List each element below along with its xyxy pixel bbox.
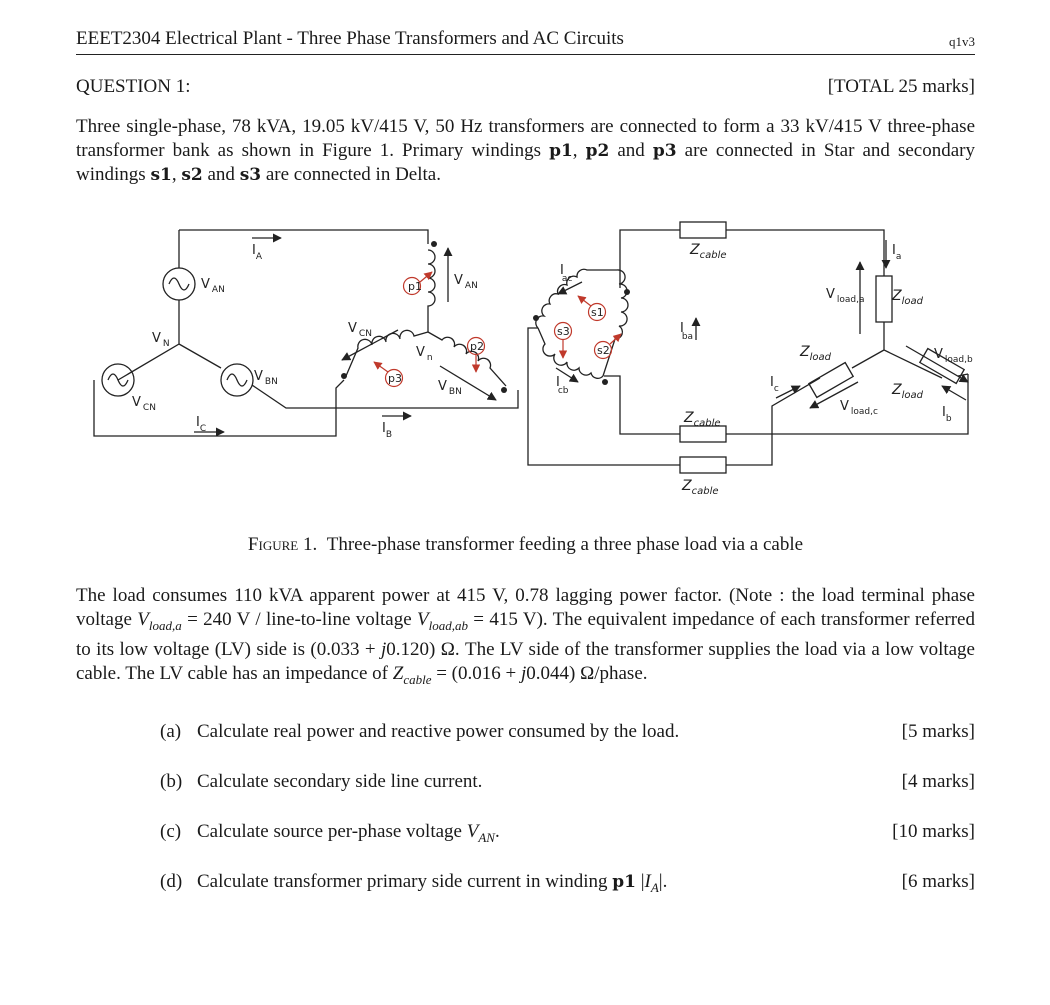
var-sub: A bbox=[650, 879, 659, 895]
part-text: Calculate secondary side line current. bbox=[197, 771, 483, 792]
part-c bbox=[160, 821, 975, 847]
svg-text:VCN: V $_{CN}$ bbox=[348, 321, 372, 339]
header-title: EEET2304 Electrical Plant - Three Phase Transformers and AC Circuits bbox=[76, 28, 624, 49]
polarity-dot bbox=[341, 373, 347, 379]
question-heading bbox=[76, 76, 975, 98]
intro-text: and bbox=[609, 140, 653, 161]
svg-text:Vload,a: V $_{load,a}$ bbox=[826, 287, 865, 305]
svg-text:Icb: I cb bbox=[556, 375, 569, 396]
load-star-wiring bbox=[852, 322, 942, 378]
svg-text:Ib: $I_b$ bbox=[942, 405, 952, 424]
polarity-dot bbox=[431, 241, 437, 247]
polarity-dot bbox=[602, 379, 608, 385]
intro-text: , bbox=[572, 140, 586, 161]
label-s3: s3 bbox=[557, 325, 570, 338]
header-version: q1v3 bbox=[949, 34, 975, 49]
intro-text: Three single-phase, 78 kVA, 19.05 kV/415 V, 50 Hz transformers are connected to form a 33 kV/415 V three-phase transformer bank as shown in Figure 1. Primary windings bbox=[76, 116, 975, 161]
load-text: The load consumes 110 kVA apparent power at 415 V, 0.78 lagging power factor. (Note : the load terminal phase voltage bbox=[76, 585, 975, 630]
polarity-dot bbox=[624, 289, 630, 295]
part-a bbox=[160, 721, 975, 747]
circuit-diagram bbox=[76, 210, 975, 510]
cable-impedance-a bbox=[680, 222, 726, 238]
label-s1: s1 bbox=[591, 306, 604, 319]
question-total-marks: [TOTAL 25 marks] bbox=[827, 76, 975, 97]
sine-vbn bbox=[227, 374, 247, 386]
arrow-Ib bbox=[942, 386, 966, 400]
svg-text:IC: $I_C$ bbox=[196, 415, 207, 434]
load-impedance-a bbox=[876, 276, 892, 322]
svg-text:Zload: $Z_{load}$ bbox=[800, 344, 831, 363]
intro-text: are connected in Delta. bbox=[261, 164, 441, 185]
load-text: = (0.016 + bbox=[431, 662, 521, 684]
load-text: 0.044) Ω/phase. bbox=[526, 662, 648, 684]
load-text: = 240 V / line-to-line voltage bbox=[181, 609, 417, 630]
intro-paragraph bbox=[76, 115, 975, 187]
svg-text:Vload,c: V $_{load,c}$ bbox=[840, 399, 878, 417]
intro-p2: p2 bbox=[585, 141, 610, 161]
part-marks: [10 marks] bbox=[892, 821, 975, 842]
intro-s2: s2 bbox=[181, 165, 203, 185]
intro-text: are connected in Star and secondary windings bbox=[76, 140, 975, 185]
intro-p1: p1 bbox=[549, 141, 573, 161]
winding-p2-coil bbox=[428, 332, 506, 386]
var-j: j bbox=[520, 662, 527, 684]
svg-text:VBN: V $_{BN}$ bbox=[438, 379, 462, 397]
svg-text:VAN: V $_{AN}$ bbox=[454, 273, 478, 291]
svg-text:Ic: $I_c$ bbox=[770, 375, 779, 394]
figure-caption-text: Three-phase transformer feeding a three phase load via a cable bbox=[326, 534, 804, 555]
svg-text:Ia: $I_a$ bbox=[892, 243, 902, 262]
part-text-pre: Calculate transformer primary side current in winding bbox=[197, 871, 613, 892]
var-j: j bbox=[380, 638, 387, 660]
intro-text: and bbox=[202, 164, 240, 185]
part-text: Calculate real power and reactive power consumed by the load. bbox=[197, 721, 680, 742]
winding-name: p1 bbox=[612, 872, 636, 892]
part-text-pre: Calculate source per-phase voltage bbox=[197, 821, 467, 842]
polarity-dot bbox=[533, 315, 539, 321]
intro-p3: p3 bbox=[652, 141, 677, 161]
svg-text:IB: $I_B$ bbox=[382, 421, 393, 440]
lv-line-a bbox=[620, 230, 884, 288]
var-z: Z bbox=[392, 662, 404, 684]
intro-s1: s1 bbox=[150, 165, 172, 185]
load-text: 0.120) Ω. The LV side of the transformer supplies the load via a low voltage cable. The LV cable has an impedance of bbox=[76, 638, 975, 684]
sine-van bbox=[169, 278, 189, 290]
var-i: I bbox=[644, 871, 651, 892]
svg-text:Zcable: $Z_{cable}$ bbox=[684, 410, 721, 429]
part-d bbox=[160, 871, 975, 897]
part-marks: [4 marks] bbox=[901, 771, 975, 792]
svg-text:IA: $I_A$ bbox=[252, 243, 263, 262]
figure-caption-label: Figure 1. bbox=[247, 534, 318, 555]
svg-text:Zcable: $Z_{cable}$ bbox=[682, 478, 719, 497]
var-v: V bbox=[137, 609, 149, 630]
svg-text:Zload: $Z_{load}$ bbox=[892, 288, 923, 307]
question-label: QUESTION 1: bbox=[76, 76, 191, 97]
polarity-dot bbox=[501, 387, 507, 393]
label-p2: p2 bbox=[470, 340, 484, 353]
figure-caption bbox=[76, 534, 975, 556]
page-header bbox=[76, 28, 975, 55]
arrow-Vloadc bbox=[810, 382, 858, 408]
var-sub: load,ab bbox=[428, 617, 468, 633]
svg-text:Iba: I ba bbox=[680, 321, 694, 342]
part-label: (a) bbox=[160, 721, 182, 742]
var-sub: AN bbox=[478, 829, 495, 845]
part-label: (c) bbox=[160, 821, 182, 842]
label-p3: p3 bbox=[388, 372, 402, 385]
svg-text:Iac: I ac bbox=[560, 263, 573, 284]
part-text-post: . bbox=[494, 821, 500, 842]
lv-line-c bbox=[528, 328, 820, 465]
part-text bbox=[197, 871, 667, 896]
part-label: (b) bbox=[160, 771, 183, 792]
svg-text:Vload,b: V $_{load,b}$ bbox=[934, 347, 973, 365]
var-v: V bbox=[416, 609, 429, 630]
var-sub: load,a bbox=[148, 617, 182, 633]
source-wire-a bbox=[118, 230, 428, 380]
delta-secondary bbox=[536, 269, 628, 378]
intro-text: , bbox=[171, 164, 182, 185]
part-b bbox=[160, 771, 975, 797]
load-impedance-c bbox=[809, 363, 853, 398]
svg-text:Vn: V $_n$ bbox=[416, 345, 433, 363]
svg-text:Zcable: $Z_{cable}$ bbox=[690, 242, 727, 261]
svg-text:VN: V $_N$ bbox=[152, 331, 170, 349]
part-text-mid: | bbox=[635, 871, 645, 892]
svg-text:VCN: V $_{CN}$ bbox=[132, 395, 156, 413]
label-p1: p1 bbox=[408, 280, 422, 293]
var-sub: cable bbox=[403, 671, 432, 687]
load-wire-b bbox=[958, 374, 968, 376]
label-s2: s2 bbox=[597, 344, 610, 357]
part-label: (d) bbox=[160, 871, 183, 892]
intro-s3: s3 bbox=[239, 165, 262, 185]
svg-text:VAN: V $_{AN}$ bbox=[201, 277, 225, 295]
load-paragraph bbox=[76, 584, 975, 692]
winding-p1-coil bbox=[428, 250, 435, 332]
part-text bbox=[197, 821, 500, 846]
part-text-post: |. bbox=[658, 871, 668, 892]
var-v: V bbox=[466, 821, 479, 842]
part-marks: [6 marks] bbox=[901, 871, 975, 892]
svg-text:VBN: V $_{BN}$ bbox=[254, 369, 278, 387]
lv-line-b bbox=[604, 374, 968, 434]
svg-text:Zload: $Z_{load}$ bbox=[892, 382, 923, 401]
cable-impedance-c bbox=[680, 457, 726, 473]
part-marks: [5 marks] bbox=[901, 721, 975, 742]
load-text: = 415 V). The equivalent impedance of each transformer referred to its low voltage (LV) side is (0.033 + bbox=[76, 609, 975, 660]
